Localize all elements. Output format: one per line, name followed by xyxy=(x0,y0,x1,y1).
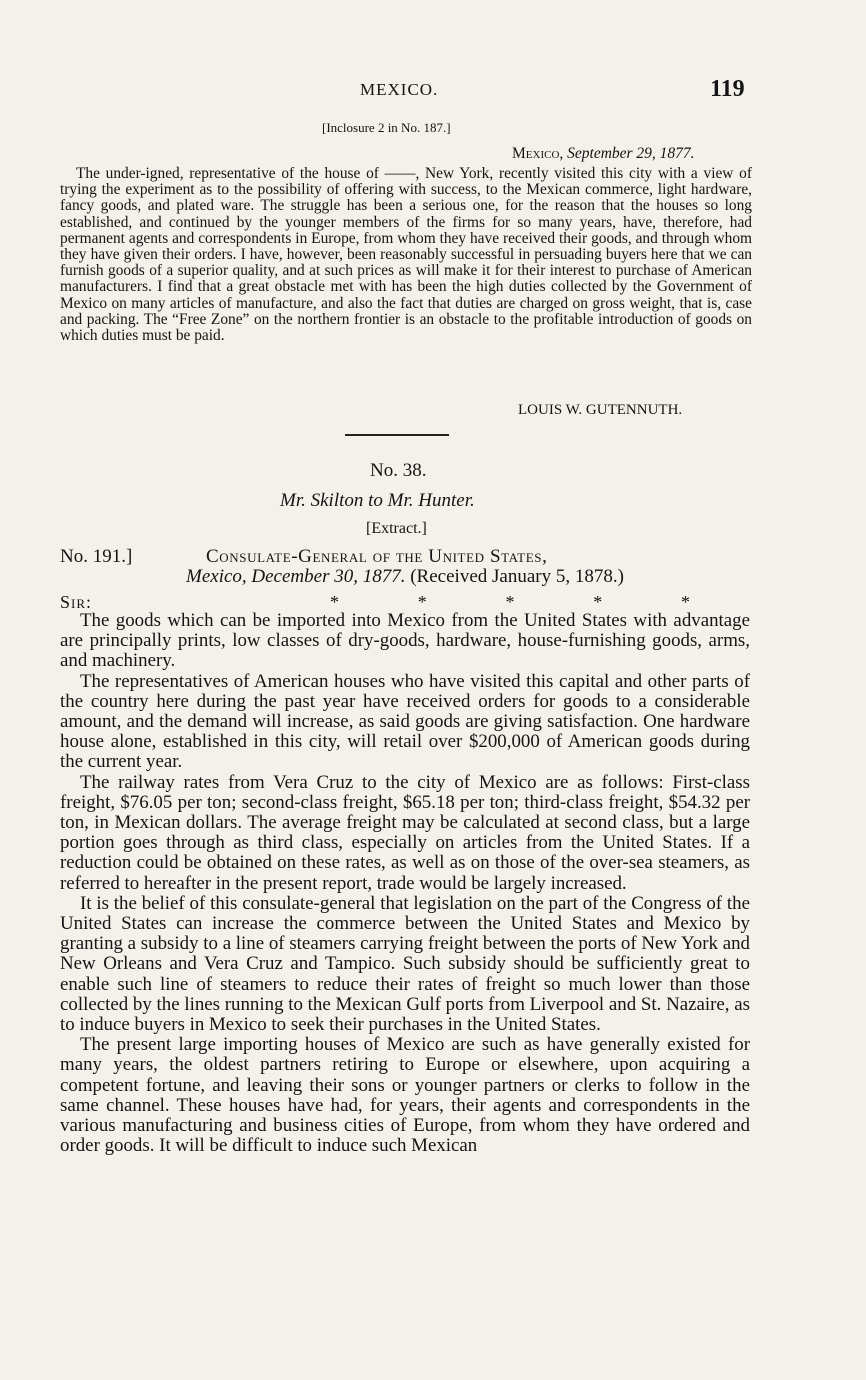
letter-paragraph: It is the belief of this consulate-general that legislation on the part of the Congress of the United States can increase the commerce between the United States and Mexico by granting a subsidy to a line of steamers carrying freight between the ports of New York and New Orleans and Vera Cruz and Tampico. Such subsidy should be sufficiently great to enable such line of steamers to reduce their rates of freight so much lower than those collected by the lines running to the Mexican Gulf ports from Liverpool and St. Nazaire, as to induce buyers in Mexico to seek their purchases in the United States. xyxy=(60,892,750,1036)
asterisk: * xyxy=(330,592,339,612)
page-number: 119 xyxy=(710,76,745,102)
consulate-dateline xyxy=(186,566,624,588)
consulate-heading: Consulate-General of the United States, xyxy=(206,546,548,567)
signature: LOUIS W. GUTENNUTH. xyxy=(518,402,683,418)
section-divider xyxy=(345,434,449,436)
asterisk: * xyxy=(681,592,690,612)
asterisk: * xyxy=(505,592,515,612)
consulate-place-date: Mexico, December 30, 1877. xyxy=(186,566,406,587)
running-head: MEXICO. xyxy=(360,80,439,99)
asterisk: * xyxy=(593,592,603,612)
salutation: Sir: xyxy=(60,592,93,612)
letter-paragraph: The present large importing houses of Mexico are such as have generally existed for many years, the oldest partners retiring to Europe or elsewhere, upon acquiring a competent fortune, and leaving their sons or younger partners or clerks to follow in the same channel. These houses have had, for years, their agents and correspondents in the various manufacturing and business cities of Europe, from whom they have ordered and order goods. It will be difficult to induce such Mexican xyxy=(60,1034,750,1157)
dateline-date: September 29, 1877. xyxy=(567,145,695,162)
letter-paragraph: The goods which can be imported into Mexico from the United States with advantage are principally prints, low classes of dry-goods, hardware, house-furnishing goods, arms, and machinery. xyxy=(60,610,750,672)
extract-label: [Extract.] xyxy=(366,520,427,537)
document-heading: Mr. Skilton to Mr. Hunter. xyxy=(280,490,475,511)
document-number: No. 38. xyxy=(370,460,427,481)
enclosure-paragraph: The under-igned, representative of the house of ——, New York, recently visited this city with a view of trying the experiment as to the possibility of offering with success, to the Mexican commerce, light hardware, fancy goods, and plated ware. The struggle has been a serious one, for the reason that the houses so long established, and continued by the younger members of the firms for so many years, have, therefore, had permanent agents and correspondents in Europe, from whom they have received their goods, and through whom they have given their orders. I have, however, been reasonably successful in persuading buyers here that we can furnish goods of a superior quality, and at such prices as will make it for their interest to purchase of American manufacturers. I find that a great obstacle met with has been the high duties collected by the Government of Mexico on many articles of manufacture, and also the fact that duties are charged on gross weight, that is, case and packing. The “Free Zone” on the northern frontier is an obstacle to the profitable introduction of goods on which duties must be paid. xyxy=(60,165,752,345)
enclosure-label: [Inclosure 2 in No. 187.] xyxy=(322,120,451,135)
received-date: (Received January 5, 1878.) xyxy=(410,566,624,587)
asterisk: * xyxy=(417,592,427,612)
letter-body xyxy=(60,611,750,1156)
letter-paragraph: The representatives of American houses who have visited this capital and other parts of the country here during the past year have received orders for goods to a considerable amount, and the demand will increase, as said goods are giving satisfaction. One hardware house alone, established in this city, will retail over $200,000 of American goods during the current year. xyxy=(60,670,750,773)
dispatch-number: No. 191.] xyxy=(60,546,133,567)
enclosure-dateline xyxy=(512,145,695,163)
letter-paragraph: The railway rates from Vera Cruz to the city of Mexico are as follows: First-class freight, $76.05 per ton; second-class freight, $65.18 per ton; third-class freight, $54.32 per ton, in Mexican dollars. The average freight may be calculated at second class, but a large portion goes through as third class, especially on articles from the United States. If a reduction could be obtained on these rates, as well as on those of the over-sea steamers, as referred to hereafter in the present report, trade would be largely increased. xyxy=(60,771,750,894)
enclosure-body xyxy=(60,166,752,344)
dateline-place: Mexico, xyxy=(512,145,564,162)
